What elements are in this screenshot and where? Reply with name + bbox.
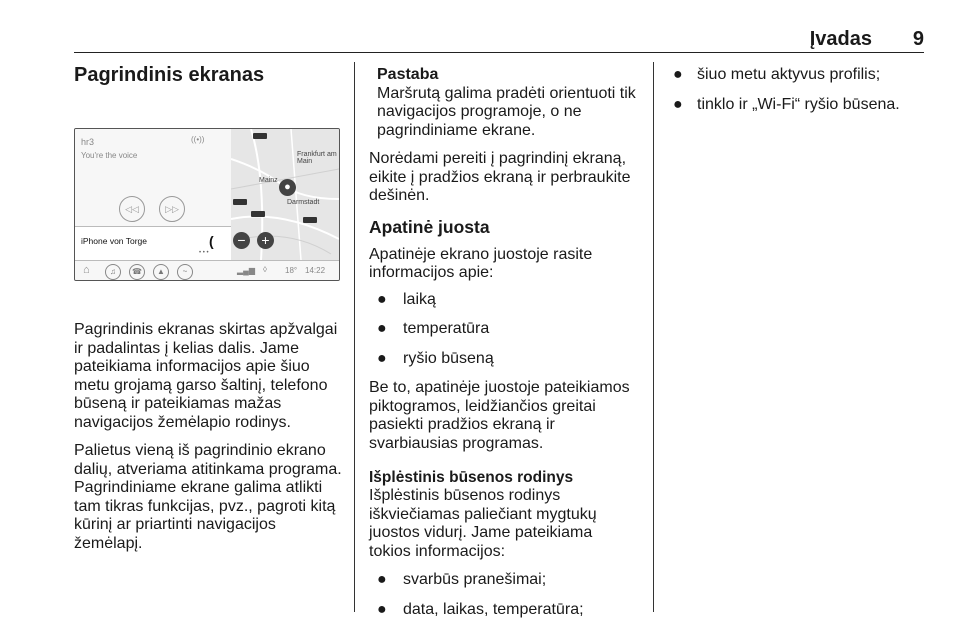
paragraph: Norėdami pereiti į pagrindinį ekraną, eikite į pradžios ekraną ir perbraukite dešinėn.	[369, 150, 631, 204]
list-item: ● ryšio būseną	[377, 349, 494, 367]
bullet-icon: ●	[377, 290, 387, 308]
list-item: ● temperatūra	[377, 320, 490, 337]
column-1	[74, 60, 342, 86]
paragraph: Apatinėje ekrano juostoje rasite informacijos apie:	[369, 245, 593, 281]
station-name: hr3	[81, 137, 95, 147]
list-item: ● laiką	[377, 290, 436, 308]
paragraph: Pagrindinis ekranas skirtas apžvalgai ir padalintas į kelias dalis. Jame pateikiama informacijos apie šiuo metu grojamą garso šaltinį, telefono būseną ir pateikiamas mažas navigacijos žemėlapio rodinys.	[74, 321, 338, 431]
temperature: 18°	[285, 266, 298, 275]
phone-icon: ☎	[129, 264, 145, 280]
column-divider	[354, 62, 355, 612]
column-1-text	[74, 321, 342, 563]
navigation-icon: ▲	[153, 264, 169, 280]
bullet-icon: ●	[377, 600, 387, 618]
page-number: 9	[912, 28, 924, 50]
section-heading: Pagrindinis ekranas	[74, 64, 265, 86]
phone-name: iPhone von Torge	[81, 236, 148, 246]
bullet-list	[369, 291, 637, 369]
road-sign-icon	[251, 211, 265, 217]
note-title: Pastaba	[377, 66, 439, 83]
bullet-list	[669, 66, 929, 114]
home-icon: ⌂	[83, 264, 90, 276]
antenna-icon: ((•))	[191, 135, 205, 144]
column-3	[669, 66, 929, 125]
map-label: Frankfurt am Main	[297, 151, 337, 165]
column-divider	[653, 62, 654, 612]
rewind-icon: ◁◁	[119, 196, 145, 222]
bullet-icon: ●	[377, 571, 387, 588]
phone-icon: (	[209, 233, 214, 249]
bullet-icon: ●	[377, 320, 387, 337]
phone-panel	[75, 226, 231, 261]
section-title: Įvadas	[809, 28, 872, 50]
column-2	[369, 66, 637, 630]
list-item: ● svarbūs pranešimai;	[377, 571, 547, 588]
signal-icon: ▂▄▆	[237, 266, 255, 275]
bottom-bar	[75, 260, 339, 281]
map-label: Darmstadt	[287, 199, 320, 206]
location-marker-icon: ●	[279, 179, 296, 196]
zoom-out-icon: −	[233, 232, 250, 249]
map-label: Mainz	[259, 177, 278, 184]
music-icon: ♫	[105, 264, 121, 280]
map-panel	[231, 129, 339, 260]
paragraph: Be to, apatinėje juostoje pateikiamos piktogramos, leidžiančios greitai pasiekti pradžios ekraną ir svarbiausias programas.	[369, 379, 630, 452]
road-sign-icon	[303, 217, 317, 223]
location-pin-icon: ◊	[263, 265, 267, 274]
media-panel	[75, 129, 231, 226]
clock: 14:22	[305, 266, 326, 275]
paragraph: Palietus vieną iš pagrindinio ekrano dalių, atveriama atitinkama programa. Pagrindiniame ekrane galima atlikti tam tikras funkcijas, pvz., pagroti kitą kūrinį ar priartinti navigacijos žemėlapį.	[74, 442, 342, 552]
road-sign-icon	[233, 199, 247, 205]
section-heading: Apatinė juosta	[369, 216, 490, 237]
list-item: ● data, laikas, temperatūra;	[377, 600, 584, 618]
home-screen-figure	[74, 128, 340, 281]
list-item: ● šiuo metu aktyvus profilis;	[673, 66, 881, 83]
page-dots: • • •	[199, 250, 209, 256]
sub-heading: Išplėstinis būsenos rodinys	[369, 469, 574, 486]
list-item: ● tinklo ir „Wi-Fi“ ryšio būsena.	[673, 95, 900, 113]
header-rule	[74, 52, 924, 53]
zoom-in-icon: +	[257, 232, 274, 249]
paragraph: Išplėstinis būsenos rodinys iškviečiamas paliečiant mygtukų juostos vidurį. Jame pateikiama tokios informacijos:	[369, 487, 597, 560]
bullet-icon: ●	[673, 95, 683, 113]
page-header	[74, 28, 924, 50]
apps-icon: ~	[177, 264, 193, 280]
song-title: You're the voice	[81, 151, 138, 160]
bullet-list	[369, 571, 637, 619]
road-sign-icon	[253, 133, 267, 139]
bullet-icon: ●	[377, 349, 387, 367]
bullet-icon: ●	[673, 66, 683, 83]
fast-forward-icon: ▷▷	[159, 196, 185, 222]
note-body: Maršrutą galima pradėti orientuoti tik navigacijos programoje, o ne pagrindiniame ekrane.	[377, 84, 636, 139]
